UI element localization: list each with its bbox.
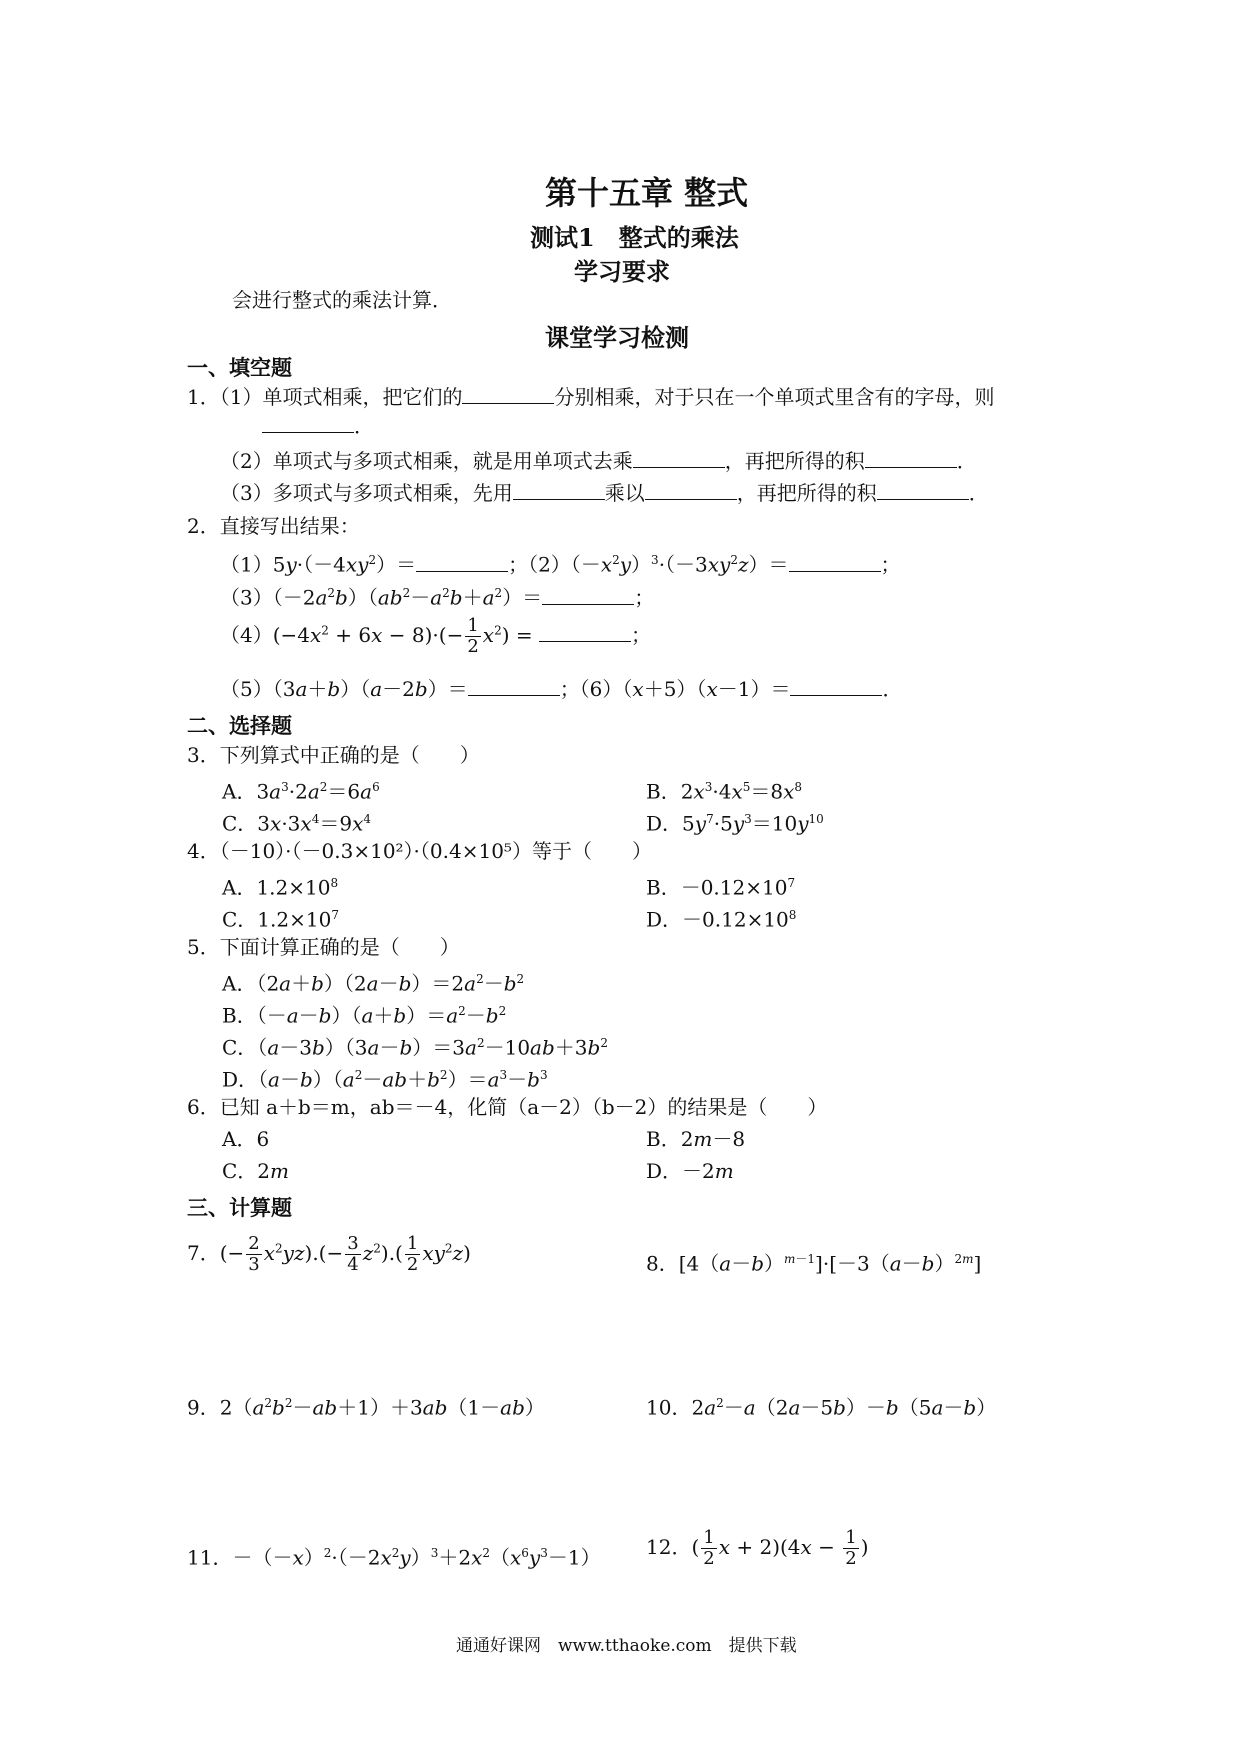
question-3-option-b: B．$2x^3\cdot 4x^5=8x^8$ [646,779,803,804]
answer-blank [462,385,554,404]
answer-blank [865,449,957,468]
question-6-option-d: D．－2m [646,1159,734,1183]
section-fill-heading: 一、填空题 [187,355,292,380]
question-6-option-a: A．6 [222,1127,270,1151]
classroom-heading: 课堂学习检测 [545,323,689,352]
answer-blank [645,481,737,500]
question-5-option-a: A．$(2a+b)(2a-b)=2a^2-b^2$ [222,971,525,996]
answer-blank [877,481,969,500]
question-2-part-5: （5）（3a＋b）（a－2b）＝ ；（6）（x＋5）（x－1）＝ ． [220,677,903,701]
question-10: 10．$2a^2-a(2a-5b)-b(5a-b)$ [646,1395,997,1420]
answer-blank [633,449,725,468]
question-5-option-d: D．$(a-b)(a^2-ab+b^2)=a^3-b^3$ [222,1067,548,1092]
question-2-part-3: $(3)(-2a^2b)(ab^2-a^2b+a^2)=$ ； [220,585,655,610]
answer-blank [416,553,508,572]
question-6-stem: 6．已知 a＋b＝m，ab＝－4，化简（a－2）（b－2）的结果是（ ） [187,1095,828,1119]
question-3-stem: 3．下列算式中正确的是（ ） [187,743,480,767]
question-3-option-a: A．$3a^3\cdot 2a^2=6a^6$ [222,779,380,804]
chapter-title: 第十五章 整式 [545,174,749,212]
question-12: 12．( $\frac{1}{2}$ x + 2)(4x − $\frac{1}{2}$ ) [646,1527,869,1569]
question-6-option-c: C．2m [222,1159,289,1183]
question-1-line-3: （3）多项式与多项式相乘，先用 乘以 ，再把所得的积 ． [220,481,989,505]
question-1-line-1-cont: ． [262,413,374,439]
question-2-part-1: $(1)5y\cdot(-4xy^2)=$ ；$(2)(-x^2y)^3\cdot(-3xy^2z)=$ ； [220,552,901,577]
requirements-heading: 学习要求 [574,257,670,286]
question-4-option-b: B．$-0.12\times 10^7$ [646,875,796,900]
answer-blank [513,481,605,500]
question-8: 8．$[4(a-b)^{m-1}]\cdot[-3(a-b)^{2m}]$ [646,1251,982,1276]
question-1-line-2: （2）单项式与多项式相乘，就是用单项式去乘 ，再把所得的积 ． [220,449,977,473]
requirements-text: 会进行整式的乘法计算． [232,288,452,312]
question-3-option-d: D．$5y^7\cdot 5y^3=10y^{10}$ [646,811,824,836]
question-4-stem: 4．（－10）·（－0.3×10²）·（0.4×10⁵）等于（ ） [187,839,652,863]
question-5-option-b: B．$(-a-b)(a+b)=a^2-b^2$ [222,1003,507,1028]
question-1-line-1: 1．（1）单项式相乘，把它们的 分别相乘，对于只在一个单项式里含有的字母，则 [187,385,995,409]
answer-blank [468,677,560,696]
answer-blank [542,586,634,605]
question-2-head: 2．直接写出结果： [187,514,360,538]
question-4-option-c: C．$1.2\times 10^7$ [222,907,339,932]
answer-blank [539,623,631,642]
question-7: 7．(− $\frac{2}{3}$ $x^2yz).(-$ $\frac{3}{4}$ $z^2$).( $\frac{1}{2}$ $xy^2z$) [187,1233,471,1275]
section-choice-heading: 二、选择题 [187,713,292,738]
test-title: 测试1 整式的乘法 [530,223,739,252]
answer-blank [789,553,881,572]
question-4-option-a: A．$1.2\times 10^8$ [222,875,339,900]
question-4-option-d: D．$-0.12\times 10^8$ [646,907,797,932]
answer-blank [790,677,882,696]
question-3-option-c: C．$3x\cdot 3x^4=9x^4$ [222,811,371,836]
question-2-part-4: $(4)(-4x^2 + 6x - 8)\cdot(-$ $\frac{1}{2}$ $x^2$) = ； [220,615,651,657]
answer-blank [262,414,354,433]
question-5-stem: 5．下面计算正确的是（ ） [187,935,460,959]
question-5-option-c: C．$(a-3b)(3a-b)=3a^2-10ab+3b^2$ [222,1035,608,1060]
question-9: 9．$2(a^2b^2-ab+1)+3ab(1-ab)$ [187,1395,545,1420]
section-calc-heading: 三、计算题 [187,1195,292,1220]
question-6-option-b: B．2m－8 [646,1127,746,1151]
question-11: 11．$-(-x)^2\cdot(-2x^2y)^3+2x^2(x^6y^3-1)$ [187,1545,601,1570]
page-footer: 通通好课网 www.tthaoke.com 提供下载 [456,1636,797,1656]
